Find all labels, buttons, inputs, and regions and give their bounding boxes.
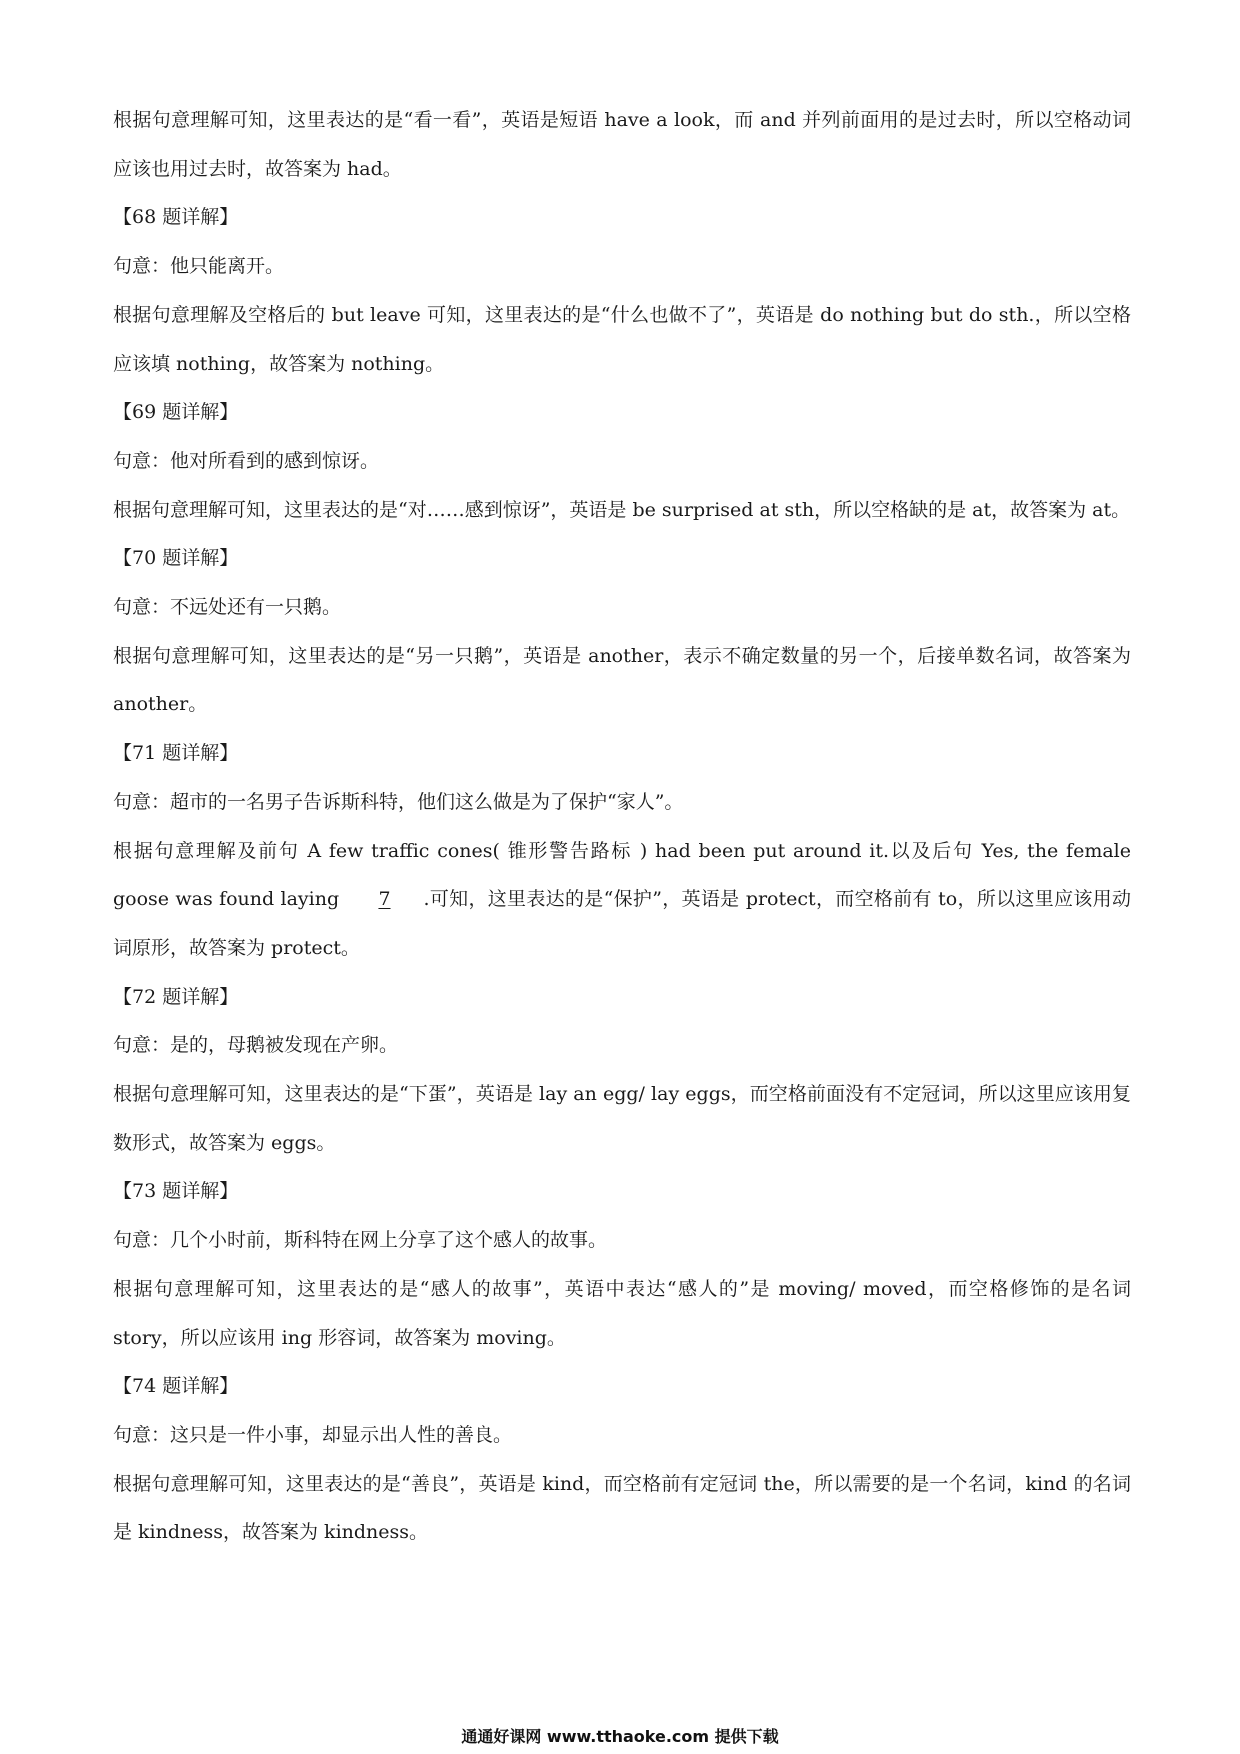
- q71-blank: 7: [378, 888, 391, 911]
- q74-meaning: 句意：这只是一件小事，却显示出人性的善良。: [113, 1423, 513, 1446]
- q70-explanation: 根据句意理解可知，这里表达的是“另一只鹅”，英语是 another，表示不确定数量的另一个，后接单数名词，故答案为 another。: [113, 644, 1131, 716]
- q73-meaning: 句意：几个小时前，斯科特在网上分享了这个感人的故事。: [113, 1229, 608, 1252]
- q70-meaning: 句意：不远处还有一只鹅。: [113, 596, 342, 619]
- q69-explanation: 根据句意理解可知，这里表达的是“对……感到惊讶”，英语是 be surprised at sth，所以空格缺的是 at，故答案为 at。: [113, 498, 1131, 521]
- section-q68: [113, 193, 1131, 388]
- section-q69: [113, 388, 1131, 534]
- q68-meaning: 句意：他只能离开。: [113, 255, 285, 278]
- q73-explanation: 根据句意理解可知，这里表达的是“感人的故事”，英语中表达“感人的”是 moving/ moved，而空格修饰的是名词 story，所以应该用 ing 形容词，故答案为 moving。: [113, 1277, 1131, 1349]
- q72-meaning: 句意：是的，母鹅被发现在产卵。: [113, 1034, 399, 1057]
- q74-explanation: 根据句意理解可知，这里表达的是“善良”，英语是 kind，而空格前有定冠词 the，所以需要的是一个名词，kind 的名词是 kindness，故答案为 kindness。: [113, 1472, 1131, 1544]
- q68-heading: 【68 题详解】: [113, 206, 239, 229]
- q70-heading: 【70 题详解】: [113, 547, 239, 570]
- q71-meaning: 句意：超市的一名男子告诉斯科特，他们这么做是为了保护“家人”。: [113, 790, 684, 813]
- q73-heading: 【73 题详解】: [113, 1180, 239, 1203]
- section-q73: [113, 1167, 1131, 1362]
- section-q72: [113, 973, 1131, 1168]
- q72-heading: 【72 题详解】: [113, 985, 239, 1008]
- q68-explanation: 根据句意理解及空格后的 but leave 可知，这里表达的是“什么也做不了”，英语是 do nothing but do sth.，所以空格应该填 nothing，故答案为 nothing。: [113, 303, 1131, 375]
- q71-explanation-before: 根据句意理解及前句 A few traffic cones( 锥形警告路标 ) had been put around it.以及后句 Yes, the female goose was found laying: [113, 839, 1131, 911]
- section-q70: [113, 534, 1131, 729]
- page-footer: 通通好课网 www.tthaoke.com 提供下载: [461, 1727, 779, 1746]
- q69-meaning: 句意：他对所看到的感到惊讶。: [113, 449, 380, 472]
- document-body: [113, 96, 1131, 1557]
- q71-explanation: [113, 827, 1131, 973]
- section-q74: [113, 1362, 1131, 1557]
- q74-heading: 【74 题详解】: [113, 1375, 239, 1398]
- intro-explanation: 根据句意理解可知，这里表达的是“看一看”，英语是短语 have a look，而 and 并列前面用的是过去时，所以空格动词应该也用过去时，故答案为 had。: [113, 109, 1131, 180]
- q71-heading: 【71 题详解】: [113, 742, 239, 765]
- q72-explanation: 根据句意理解可知，这里表达的是“下蛋”，英语是 lay an egg/ lay eggs，而空格前面没有不定冠词，所以这里应该用复数形式，故答案为 eggs。: [113, 1083, 1131, 1154]
- q69-heading: 【69 题详解】: [113, 401, 239, 424]
- section-q71: [113, 729, 1131, 973]
- q71-explanation-after: .可知，这里表达的是“保护”，英语是 protect，而空格前有 to，所以这里应该用动词原形，故答案为 protect。: [113, 888, 1131, 959]
